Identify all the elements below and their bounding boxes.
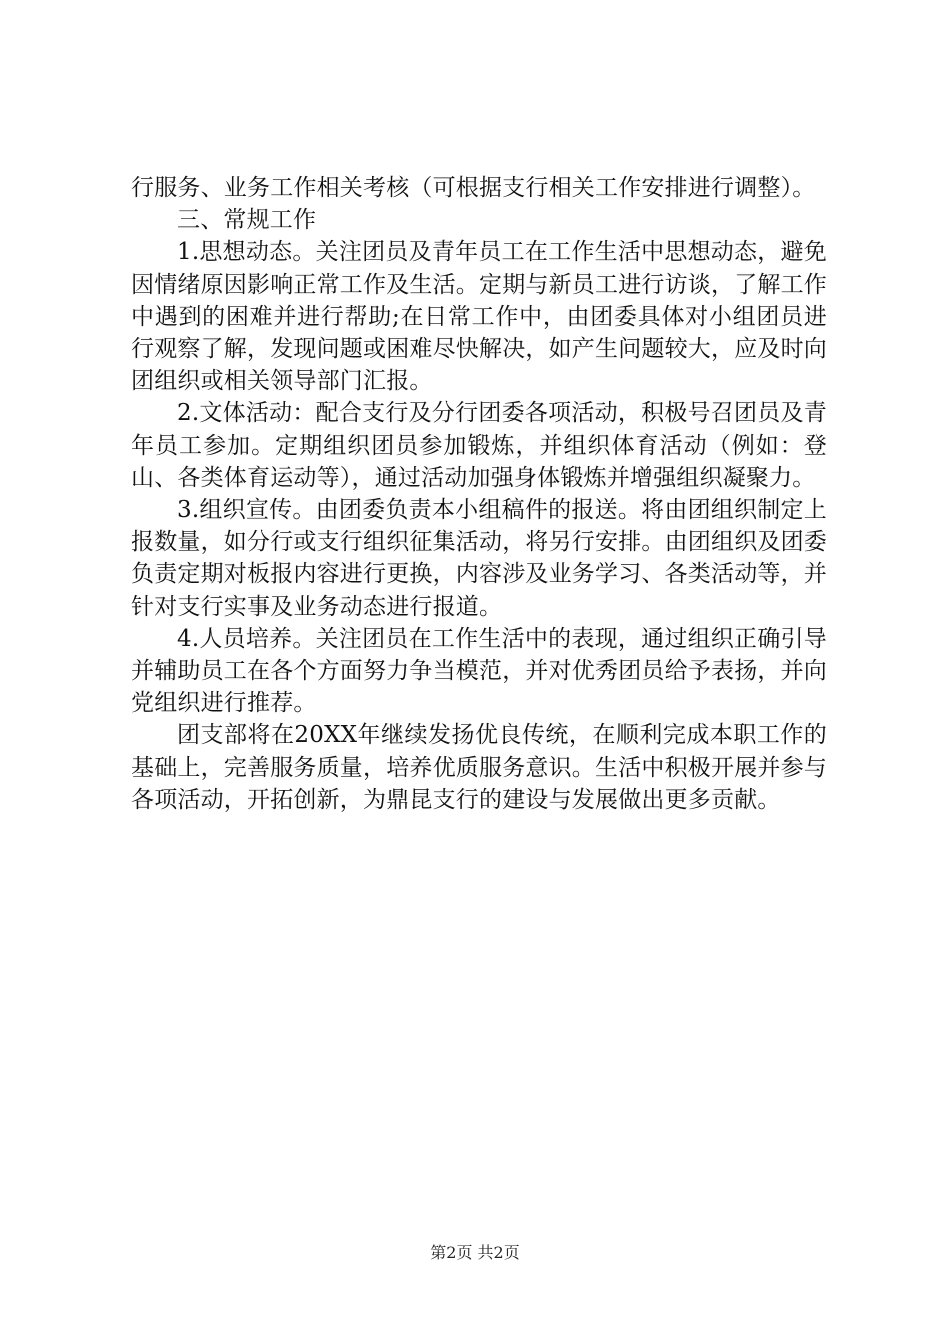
section-heading: 三、常规工作 xyxy=(177,207,317,234)
paragraph-training: 4.人员培养。关注团员在工作生活中的表现，通过组织正确引导并辅助员工在各个方面努力争当模范，并对优秀团员给予表扬，并向党组织进行推荐。 xyxy=(131,625,827,717)
continued-paragraph: 行服务、业务工作相关考核（可根据支行相关工作安排进行调整）。 xyxy=(131,175,816,201)
paragraph-activities: 2.文体活动：配合支行及分行团委各项活动，积极号召团员及青年员工参加。定期组织团员参加锻炼，并组织体育活动（例如：登山、各类体育运动等），通过活动加强身体锻炼并增强组织凝聚力。 xyxy=(131,400,827,491)
page-footer: 第2页 共2页 xyxy=(430,1243,520,1262)
paragraph-publicity: 3.组织宣传。由团委负责本小组稿件的报送。将由团组织制定上报数量，如分行或支行组织征集活动，将另行安排。由团组织及团委负责定期对板报内容进行更换，内容涉及业务学习、各类活动等，并针对支行实事及业务动态进行报道。 xyxy=(131,497,827,620)
document-body xyxy=(131,172,827,816)
paragraph-ideology: 1.思想动态。关注团员及青年员工在工作生活中思想动态，避免因情绪原因影响正常工作及生活。定期与新员工进行访谈，了解工作中遇到的困难并进行帮助;在日常工作中，由团委具体对小组团员进行观察了解，发现问题或困难尽快解决，如产生问题较大，应及时向团组织或相关领导部门汇报。 xyxy=(131,239,827,395)
paragraph-conclusion: 团支部将在20XX年继续发扬优良传统，在顺利完成本职工作的基础上，完善服务质量，培养优质服务意识。生活中积极开展并参与各项活动，开拓创新，为鼎昆支行的建设与发展做出更多贡献。 xyxy=(131,722,827,813)
